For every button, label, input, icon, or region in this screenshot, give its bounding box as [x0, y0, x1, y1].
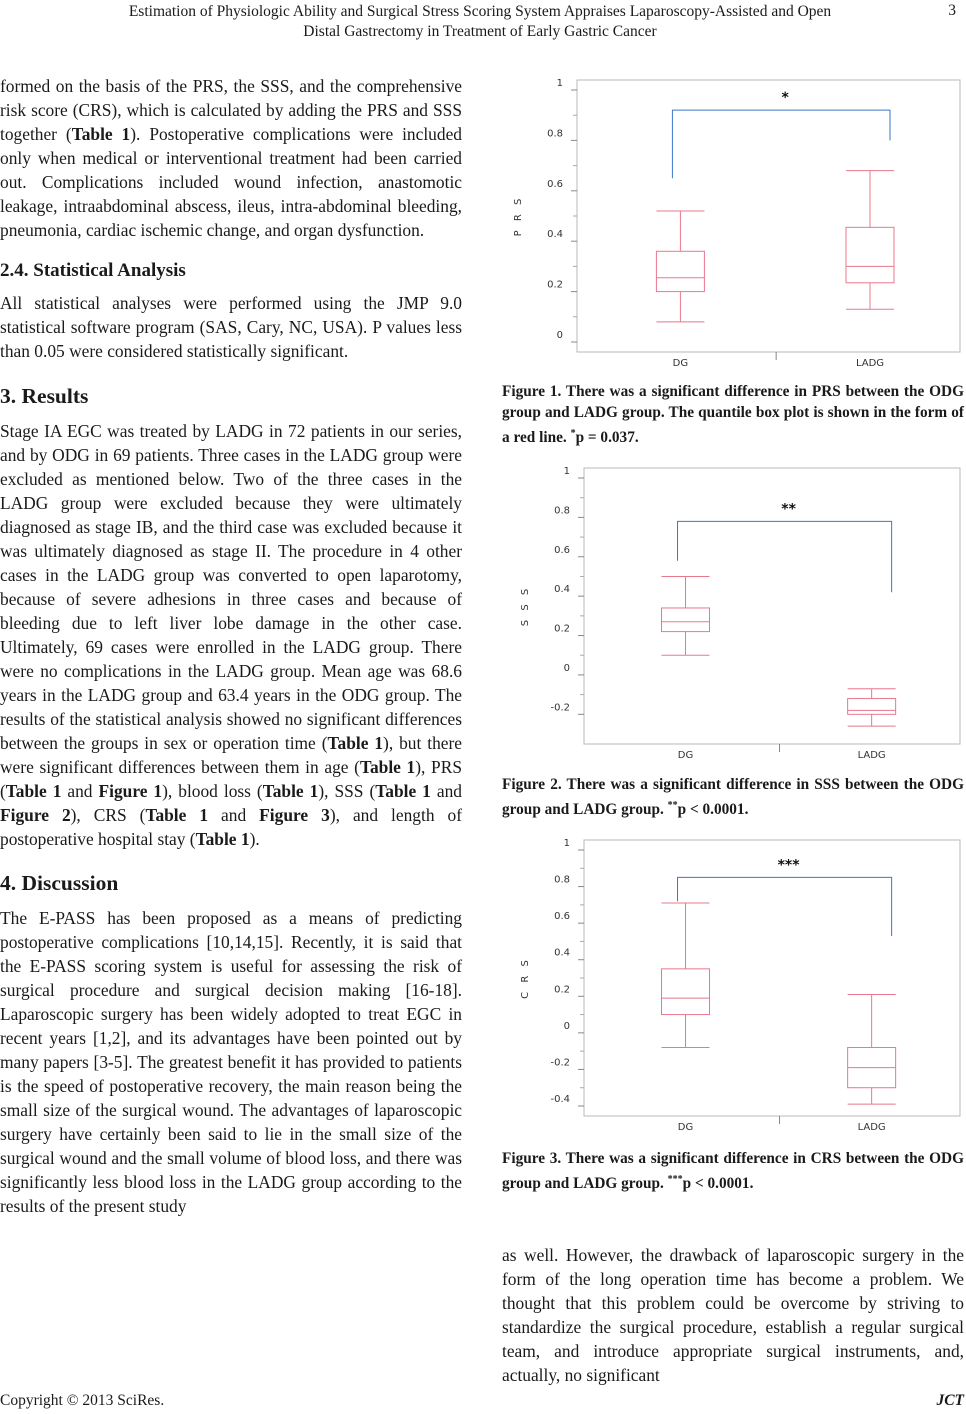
y-tick-label: 0.2 — [554, 984, 570, 996]
text-run: ), SSS ( — [318, 781, 376, 801]
text-run: and — [61, 781, 99, 801]
y-tick-label: 0.4 — [554, 947, 570, 959]
crs-box-plot — [502, 834, 964, 1136]
significance-stars: *** — [777, 857, 800, 874]
text-run: ), blood loss ( — [162, 781, 263, 801]
running-title-line1: Estimation of Physiologic Ability and Surgical Stress Scoring System Appraises Laparoscopy-Assisted and Open — [128, 3, 832, 20]
x-tick-label: LADG — [857, 1122, 886, 1133]
y-tick-label: -0.4 — [550, 1094, 570, 1105]
text-run: ). Postoperative complications were included only when medical or interventional treatment had been carried out. Complications included wound infection, anastomotic leakage, intraabdominal abscess, ileus, intra-abdominal bleeding, pneumonia, cardiac ischemic change, and organ dysfunction. — [0, 124, 462, 240]
y-tick-label: -0.2 — [550, 702, 570, 714]
text-run: ), PRS ( — [0, 757, 462, 801]
section-heading-2-4: 2.4. Statistical Analysis — [0, 260, 186, 281]
figure-3 — [502, 834, 964, 1136]
figure-ref: Figure 1 — [98, 781, 163, 801]
y-tick-label: 0.4 — [547, 229, 563, 241]
significance-stars: ** — [781, 501, 796, 518]
y-tick-label: 0.6 — [554, 911, 570, 923]
y-tick-label: 0.2 — [547, 279, 563, 291]
sss-box-plot — [502, 462, 964, 764]
figure-1-caption — [502, 381, 964, 448]
paragraph-statistical-analysis: All statistical analyses were performed using the JMP 9.0 statistical software program (SAS, Cary, NC, USA). P values less than 0.05 were considered statistically significant. — [0, 293, 462, 361]
y-tick-label: 0.8 — [554, 505, 570, 517]
y-tick-label: 0 — [563, 1020, 570, 1032]
journal-abbrev: JCT — [936, 1392, 964, 1409]
running-title-line2: Distal Gastrectomy in Treatment of Early Gastric Cancer — [303, 23, 657, 40]
y-tick-label: 0.2 — [554, 623, 570, 635]
figure-1 — [502, 76, 964, 370]
paragraph-continued: as well. However, the drawback of laparoscopic surgery in the form of the long operation time has become a problem. We thought that this problem could be overcome by striving to standardize the surgical procedure, establish a regular surgical team, and introduce appropriate surgical instruments, and, actually, no significant — [502, 1245, 964, 1385]
table-ref: Table 1 — [71, 124, 131, 144]
caption-text: Figure 2. There was a significant difference in SSS between the ODG group and LADG group. — [502, 776, 964, 819]
caption-superscript: * — [570, 428, 576, 439]
y-tick-label: 0.8 — [554, 874, 570, 886]
figure-3-caption — [502, 1148, 964, 1194]
y-tick-label: 0.6 — [554, 544, 570, 556]
figure-2-caption — [502, 774, 964, 820]
caption-pvalue: p = 0.037. — [575, 429, 639, 447]
text-run: ). — [249, 829, 260, 849]
caption-pvalue: p < 0.0001. — [682, 1175, 754, 1193]
caption-superscript: ** — [667, 800, 678, 811]
figure-2 — [502, 462, 964, 764]
plot-frame — [584, 468, 960, 744]
text-run: and — [430, 781, 462, 801]
caption-pvalue: p < 0.0001. — [677, 801, 749, 819]
text-run: and — [208, 805, 260, 825]
table-ref: Table 1 — [195, 829, 250, 849]
paragraph-discussion: The E-PASS has been proposed as a means of predicting postoperative complications [10,14,15]. Recently, it is said that the E-PASS scoring system is useful for assessing the risk of surgical procedure and surgical decision making [16-18]. Laparoscopic surgery has been widely adopted to treat EGC in recent years [1,2], and its advantages have been pointed out by many papers [3-5]. The greatest benefit it has provided to patients is the speed of postoperative recovery, the main reason being the small size of the surgical wound. The advantages of laparoscopic surgery have certainly been said to lie in the small size of the surgical wound and the small volume of blood loss, and there was significantly less blood loss in the LADG group according to the results of the present study — [0, 908, 462, 1216]
x-tick-label: LADG — [857, 750, 886, 761]
figure-ref: Figure 3 — [259, 805, 330, 825]
text-run: ), and length of postoperative hospital stay ( — [0, 805, 462, 849]
section-heading-discussion: 4. Discussion — [0, 871, 119, 895]
x-tick-label: LADG — [855, 358, 885, 369]
y-tick-label: -0.2 — [550, 1057, 570, 1069]
plot-frame — [584, 840, 960, 1116]
prs-box-plot — [502, 76, 964, 370]
right-column-text — [502, 1243, 964, 1387]
table-ref: Table 1 — [327, 733, 384, 753]
y-tick-label: 1 — [563, 838, 570, 849]
text-run: formed on the basis of the PRS, the SSS, and the comprehensive risk score (CRS), which is calculated by adding the PRS and SSS together ( — [0, 76, 462, 144]
y-axis-label: S S S — [520, 585, 531, 627]
caption-text: Figure 3. There was a significant difference in CRS between the ODG group and LADG group. — [502, 1150, 964, 1193]
x-tick-label: DG — [672, 358, 689, 369]
caption-superscript: *** — [667, 1174, 683, 1185]
plot-frame — [577, 80, 960, 352]
figure-ref: Figure 2 — [0, 805, 71, 825]
caption-text: Figure 1. There was a significant difference in PRS between the ODG group and LADG group. The quantile box plot is shown in the form of a red line. — [502, 383, 964, 447]
y-tick-label: 0 — [556, 330, 563, 341]
y-tick-label: 1 — [563, 466, 570, 477]
table-ref: Table 1 — [359, 757, 416, 777]
y-tick-label: 0.6 — [547, 178, 563, 190]
paragraph-risk-scores — [0, 74, 462, 242]
left-column — [0, 74, 462, 1218]
significance-stars: * — [781, 90, 789, 107]
y-tick-label: 1 — [556, 78, 563, 89]
running-title — [40, 2, 920, 42]
table-ref: Table 1 — [262, 781, 319, 801]
text-run: Stage IA EGC was treated by LADG in 72 patients in our series, and by ODG in 69 patients. Three cases in the LADG group were excluded as mentioned below. Two of the three cases in the LADG group were excluded because they were ultimately diagnosed as stage IB, and the third case was excluded because it was ultimately diagnosed as stage II. The procedure in 4 other cases in the LADG group was converted to open laparotomy, because of severe adhesions in three cases and because of bleeding due to left liver lobe damage in the other case. Ultimately, 69 cases were enrolled in the LADG group. There were no complications in the LADG group. Mean age was 68.6 years in the LADG group and 63.4 years in the ODG group. The results of the statistical analysis showed no significant differences between the groups in sex or operation time ( — [0, 421, 462, 753]
section-heading-results: 3. Results — [0, 384, 89, 408]
page-header — [0, 0, 966, 50]
text-run: ), CRS ( — [70, 805, 146, 825]
y-tick-label: 0 — [563, 662, 570, 674]
table-ref: Table 1 — [145, 805, 209, 825]
copyright: Copyright © 2013 SciRes. — [0, 1392, 165, 1409]
text-run: ), but there were significant differences between them in age ( — [0, 733, 463, 777]
y-tick-label: 0.4 — [554, 584, 570, 596]
paragraph-results — [0, 419, 462, 851]
y-axis-label: P R S — [513, 195, 524, 237]
table-ref: Table 1 — [375, 781, 431, 801]
y-tick-label: 0.8 — [547, 128, 563, 140]
page-number: 3 — [948, 2, 956, 19]
x-tick-label: DG — [677, 1122, 694, 1133]
x-tick-label: DG — [677, 750, 694, 761]
y-axis-label: C R S — [520, 957, 531, 999]
table-ref: Table 1 — [5, 781, 62, 801]
